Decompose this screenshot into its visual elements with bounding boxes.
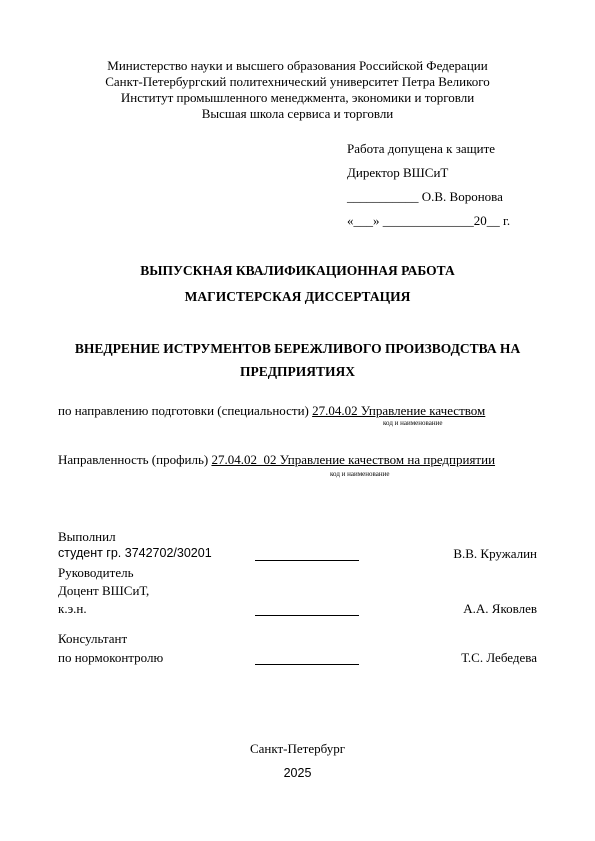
student-signature-line [255, 560, 359, 561]
topic-line-2: ПРЕДПРИЯТИЯХ [239, 364, 356, 379]
profile-caption: код и наименование [330, 470, 390, 478]
director-name: О.В. Воронова [421, 189, 503, 204]
ministry-line: Министерство науки и высшего образования Российской Федерации [107, 58, 488, 73]
institute-line: Институт промышленного менеджмента, экономики и торговли [120, 90, 475, 105]
supervisor-position: Доцент ВШСиТ, [58, 583, 150, 598]
profile-row [58, 452, 495, 468]
supervisor-name: А.А. Яковлев [463, 601, 537, 616]
student-label: студент гр. 3742702/30201 [58, 546, 212, 560]
direction-value: 27.04.02 Управление качеством [312, 403, 486, 418]
approval-date-line: «___» ______________20__ г. [347, 213, 511, 228]
supervisor-signature-line [255, 615, 359, 616]
degree-title: МАГИСТЕРСКАЯ ДИССЕРТАЦИЯ [184, 289, 411, 304]
consultant-name: Т.С. Лебедева [461, 650, 537, 665]
city: Санкт-Петербург [249, 741, 346, 756]
performed-label: Выполнил [58, 529, 116, 544]
supervisor-label: Руководитель [58, 565, 134, 580]
year: 2025 [283, 766, 312, 780]
direction-label: по направлению подготовки (специальности) [58, 403, 309, 418]
student-name: В.В. Кружалин [453, 546, 537, 561]
profile-value: 27.04.02_02 Управление качеством на предприятии [211, 452, 496, 467]
director-signature-row [347, 189, 503, 205]
consultant-sub: по нормоконтролю [58, 650, 164, 665]
work-type-title: ВЫПУСКНАЯ КВАЛИФИКАЦИОННАЯ РАБОТА [140, 263, 455, 278]
consultant-label: Консультант [58, 631, 128, 646]
director-title: Директор ВШСиТ [347, 165, 449, 180]
profile-label: Направленность (профиль) [58, 452, 209, 467]
approval-line: Работа допущена к защите [347, 141, 496, 156]
school-line: Высшая школа сервиса и торговли [201, 106, 394, 121]
supervisor-degree: к.э.н. [58, 601, 87, 616]
direction-row [58, 403, 485, 419]
director-signature-blank: ___________ [347, 189, 419, 204]
consultant-signature-line [255, 664, 359, 665]
topic-line-1: ВНЕДРЕНИЕ ИСТРУМЕНТОВ БЕРЕЖЛИВОГО ПРОИЗВОДСТВА НА [74, 341, 521, 356]
university-line: Санкт-Петербургский политехнический университет Петра Великого [105, 74, 490, 89]
direction-caption: код и наименование [383, 419, 443, 427]
